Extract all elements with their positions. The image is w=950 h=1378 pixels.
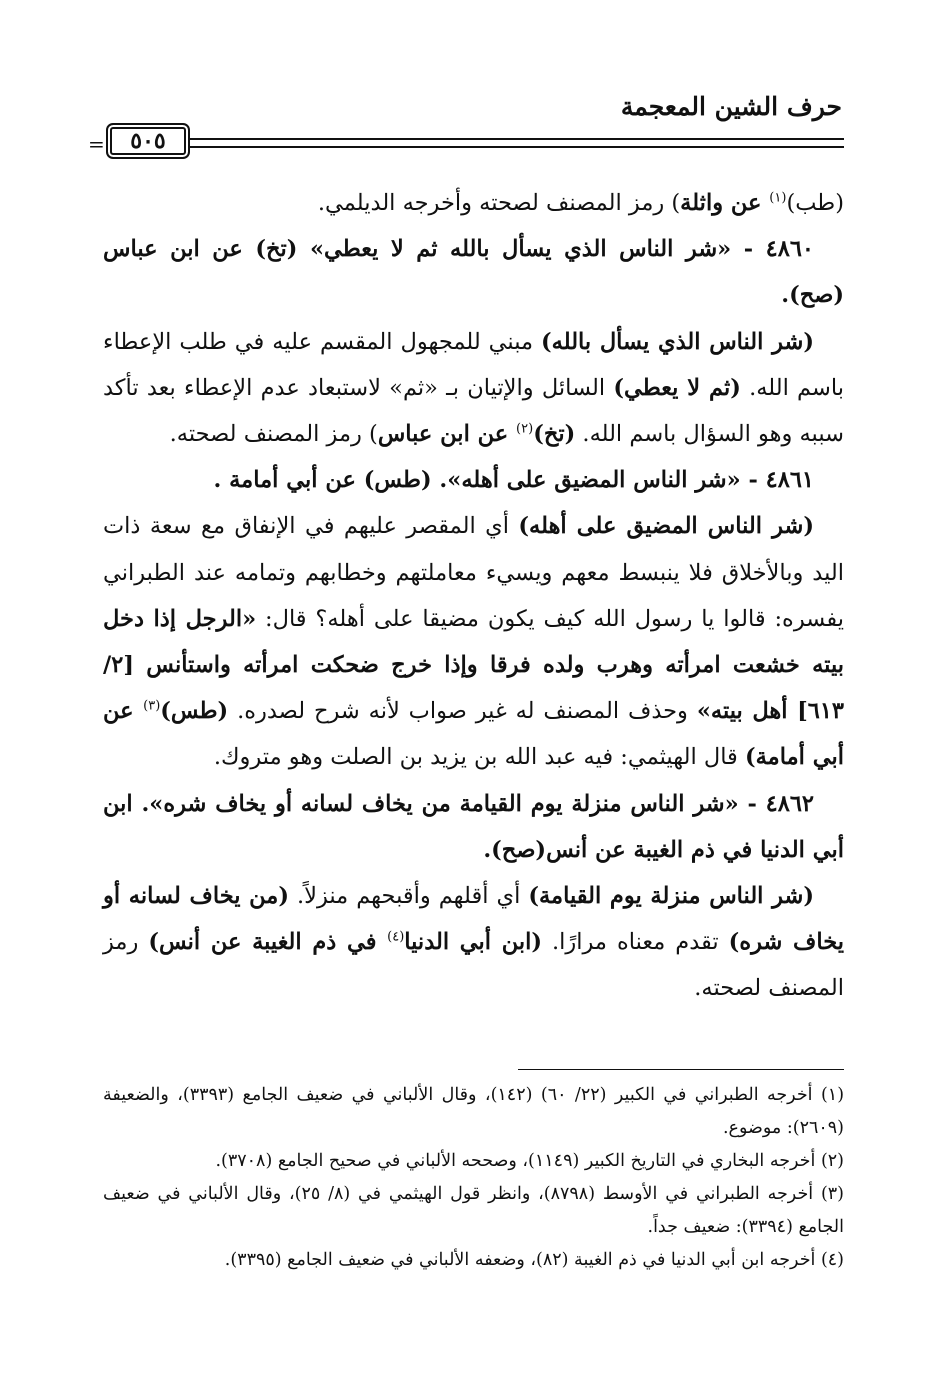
paragraph [103,781,844,873]
footnote-ref: (٣) [143,698,161,714]
bold-text: (من يخاف لسانه أو يخاف شره) [103,883,845,956]
paragraph [103,226,844,318]
bold-text: (ابن أبي الدنيا [404,929,542,956]
chapter-title: حرف الشين المعجمة [620,92,842,121]
bold-text: عن أبي أمامة) [103,698,844,771]
paragraph [103,180,844,226]
footnote-number: (٢) [820,1151,844,1171]
bold-text: عن واثلة [680,190,770,216]
header-rule [190,138,844,148]
bold-text: في ذم الغيبة عن أنس) [148,929,388,956]
bold-text: «الرجل إذا دخل بيته خشعت امرأته وهرب ولده فرقا وإذا خرج ضحكت امرأته واستأنس [٢/ ٦١٣] أهل بيته» [103,605,845,725]
bold-text: ٤٨٦٠ - «شر الناس الذي يسأل بالله ثم لا يعطي» (تخ) عن ابن عباس (صح). [103,236,844,309]
text-run: وحذف المصنف له غير صواب لأنه شرح لصدره. [228,698,697,725]
text-run: ) رمز المصنف لصحته. [169,421,378,448]
text-run: (طب) [786,190,844,216]
paragraph [103,319,844,458]
footnote-separator [518,1069,844,1070]
page-number: ٥٠٥ [106,123,190,159]
footnote [103,1079,844,1145]
bold-text: (طس) [160,698,229,725]
footnote-ref: (١) [769,190,787,206]
bold-text: (تخ) [533,421,576,448]
footnote-text: أخرجه البخاري في التاريخ الكبير (١١٤٩)، وصححه الألباني في صحيح الجامع (٣٧٠٨). [215,1151,821,1171]
bold-text: عن ابن عباس [377,421,517,448]
text-run: أي المقصر عليهم في الإنفاق مع سعة ذات اليد وبالأخلاق فلا ينبسط معهم ويسيء معاملتهم وخطابهم وتمامه عند الطبراني يفسره: قالوا يا رسول الله كيف يكون مضيقا على أهله؟ قال: [103,513,844,632]
text-run: قال الهيثمي: فيه عبد الله بن يزيد بن الصلت وهو متروك. [213,744,745,771]
text-run: مبني للمجهول المقسم عليه في طلب الإعطاء باسم الله. [103,328,844,401]
footnote-number: (٤) [820,1250,844,1270]
paragraph [103,503,844,780]
bold-text: (ثم لا يعطي) [613,374,741,401]
text-run: ) رمز المصنف لصحته وأخرجه الديلمي. [317,190,681,216]
text-run: تقدم معناه مرارًا. [542,929,729,956]
footnote-text: أخرجه ابن أبي الدنيا في ذم الغيبة (٨٢)، وضعفه الألباني في ضعيف الجامع (٣٣٩٥). [224,1250,821,1270]
header-rule-end: = [88,132,105,156]
text-run: السائل والإتيان بـ «ثم» لاستبعاد عدم الإعطاء بعد تأكد سببه وهو السؤال باسم الله. [103,374,844,448]
bold-text: (شر الناس المضيق على أهله) [518,513,814,540]
footnote [103,1178,844,1244]
footnote-number: (١) [820,1085,845,1105]
footnote-text: أخرجه الطبراني في الكبير (٢٢/ ٦٠) (١٤٢)، وقال الألباني في ضعيف الجامع (٣٣٩٣)، والضعيفة (٢٦٠٩): موضوع. [103,1085,844,1138]
bold-text: ٤٨٦١ - «شر الناس المضيق على أهله». (طس) عن أبي أمامة . [213,467,814,494]
text-run: أي أقلهم وأقبحهم منزلاً. [289,883,529,910]
bold-text: (شر الناس منزلة يوم القيامة) [528,883,814,910]
footnote [103,1145,844,1178]
bold-text: ٤٨٦٢ - «شر الناس منزلة يوم القيامة من يخاف لسانه أو يخاف شره». ابن أبي الدنيا في ذم الغيبة عن أنس(صح). [103,790,844,863]
footnote [103,1244,844,1277]
footnote-ref: (٢) [516,421,534,437]
footnote-number: (٣) [820,1184,844,1204]
main-text [103,180,844,1012]
footnote-text: أخرجه الطبراني في الأوسط (٨٧٩٨)، وانظر قول الهيثمي في (٨/ ٢٥)، وقال الألباني في ضعيف الجامع (٣٣٩٤): ضعيف جداً. [103,1184,844,1237]
paragraph [103,873,844,1012]
paragraph [103,457,844,503]
footnote-ref: (٤) [387,929,405,945]
footnotes [103,1079,844,1277]
bold-text: (شر الناس الذي يسأل بالله) [541,328,814,355]
text-run: رمز المصنف لصحته. [103,929,844,1002]
